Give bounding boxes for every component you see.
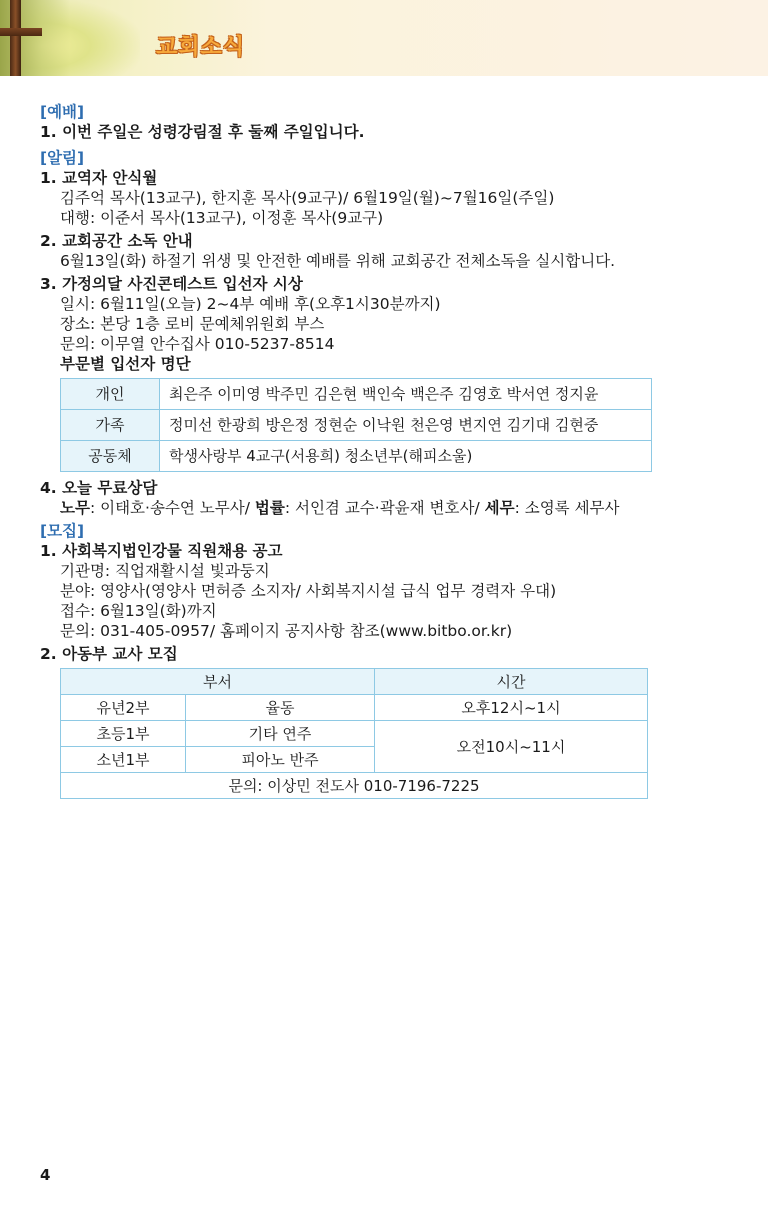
table-header-row: [61, 669, 648, 695]
section-heading-notice: [알림]: [40, 149, 85, 167]
tax-text: : 소영록 세무사: [514, 499, 620, 517]
labor-label: 노무: [60, 499, 90, 517]
role-cell: 율동: [186, 695, 375, 721]
time-cell: 오후12시~1시: [375, 695, 648, 721]
dept-cell: 소년1부: [61, 747, 186, 773]
recruit-item-1-line: 접수: 6월13일(화)까지: [60, 602, 217, 620]
page-title: 교회소식: [156, 35, 246, 60]
category-cell: 공동체: [61, 441, 160, 472]
table-row: [61, 695, 648, 721]
notice-item-3-line: 장소: 본당 1층 로비 문예체위원회 부스: [60, 315, 325, 333]
section-heading-recruit: [모집]: [40, 522, 85, 540]
law-label: 법률: [254, 499, 285, 517]
notice-item-4-title: 4. 오늘 무료상담: [40, 479, 158, 497]
category-cell: 개인: [61, 379, 160, 410]
notice-item-2-title: 2. 교회공간 소독 안내: [40, 232, 193, 250]
names-cell: 최은주 이미영 박주민 김은현 백인숙 백은주 김영호 박서연 정지윤: [160, 379, 652, 410]
table-row: [61, 721, 648, 747]
section-heading-worship: [예배]: [40, 103, 85, 121]
header-banner: [0, 0, 768, 76]
notice-item-1-line: 김주억 목사(13교구), 한지훈 목사(9교구)/ 6월19일(월)~7월16일(주일): [60, 189, 555, 207]
names-cell: 정미선 한광희 방은정 정현순 이낙원 천은영 변지연 김기대 김현중: [160, 410, 652, 441]
notice-item-2-line: 6월13일(화) 하절기 위생 및 안전한 예배를 위해 교회공간 전체소독을 실시합니다.: [60, 252, 616, 270]
table-row: [61, 379, 652, 410]
tax-label: 세무: [484, 499, 515, 517]
notice-item-3-line: 문의: 이무열 안수집사 010-5237-8514: [60, 335, 335, 353]
consultation-line: [40, 498, 740, 518]
news-content: [40, 98, 740, 799]
recruit-item-1-line: 분야: 영양사(영양사 면허증 소지자/ 사회복지시설 급식 업무 경력자 우대): [60, 582, 557, 600]
role-cell: 기타 연주: [186, 721, 375, 747]
teacher-table: [60, 668, 648, 799]
names-cell: 학생사랑부 4교구(서용희) 청소년부(해피소울): [160, 441, 652, 472]
role-cell: 피아노 반주: [186, 747, 375, 773]
table-row: [61, 773, 648, 799]
cross-bar: [0, 28, 42, 36]
header-photo: [0, 0, 140, 76]
table-row: [61, 410, 652, 441]
dept-cell: 유년2부: [61, 695, 186, 721]
recruit-item-2-title: 2. 아동부 교사 모집: [40, 645, 178, 663]
contact-cell: 문의: 이상민 전도사 010-7196-7225: [61, 773, 648, 799]
recruit-item-1-line: 기관명: 직업재활시설 빛과둥지: [60, 562, 270, 580]
column-header-dept: 부서: [61, 669, 375, 695]
page-number: 4: [40, 1166, 51, 1184]
column-header-time: 시간: [375, 669, 648, 695]
worship-item-1: 1. 이번 주일은 성령강림절 후 둘째 주일입니다.: [40, 123, 365, 141]
notice-item-3-line: 일시: 6월11일(오늘) 2~4부 예배 후(오후1시30분까지): [60, 295, 441, 313]
table-row: [61, 441, 652, 472]
notice-item-1-line: 대행: 이준서 목사(13교구), 이정훈 목사(9교구): [60, 209, 384, 227]
recruit-item-1-title: 1. 사회복지법인강물 직원채용 공고: [40, 542, 283, 560]
time-cell: 오전10시~11시: [375, 721, 648, 773]
law-text: : 서인겸 교수·곽윤재 변호사/: [284, 499, 485, 517]
notice-item-3-title: 3. 가정의달 사진콘테스트 입선자 시상: [40, 275, 303, 293]
winners-subtitle: 부문별 입선자 명단: [60, 355, 191, 373]
labor-text: : 이태호·송수연 노무사/: [89, 499, 255, 517]
cross-icon: [10, 0, 21, 76]
category-cell: 가족: [61, 410, 160, 441]
notice-item-1-title: 1. 교역자 안식월: [40, 169, 158, 187]
dept-cell: 초등1부: [61, 721, 186, 747]
recruit-item-1-line: 문의: 031-405-0957/ 홈페이지 공지사항 참조(www.bitbo.or.kr): [60, 622, 513, 640]
winners-table: [60, 378, 652, 472]
